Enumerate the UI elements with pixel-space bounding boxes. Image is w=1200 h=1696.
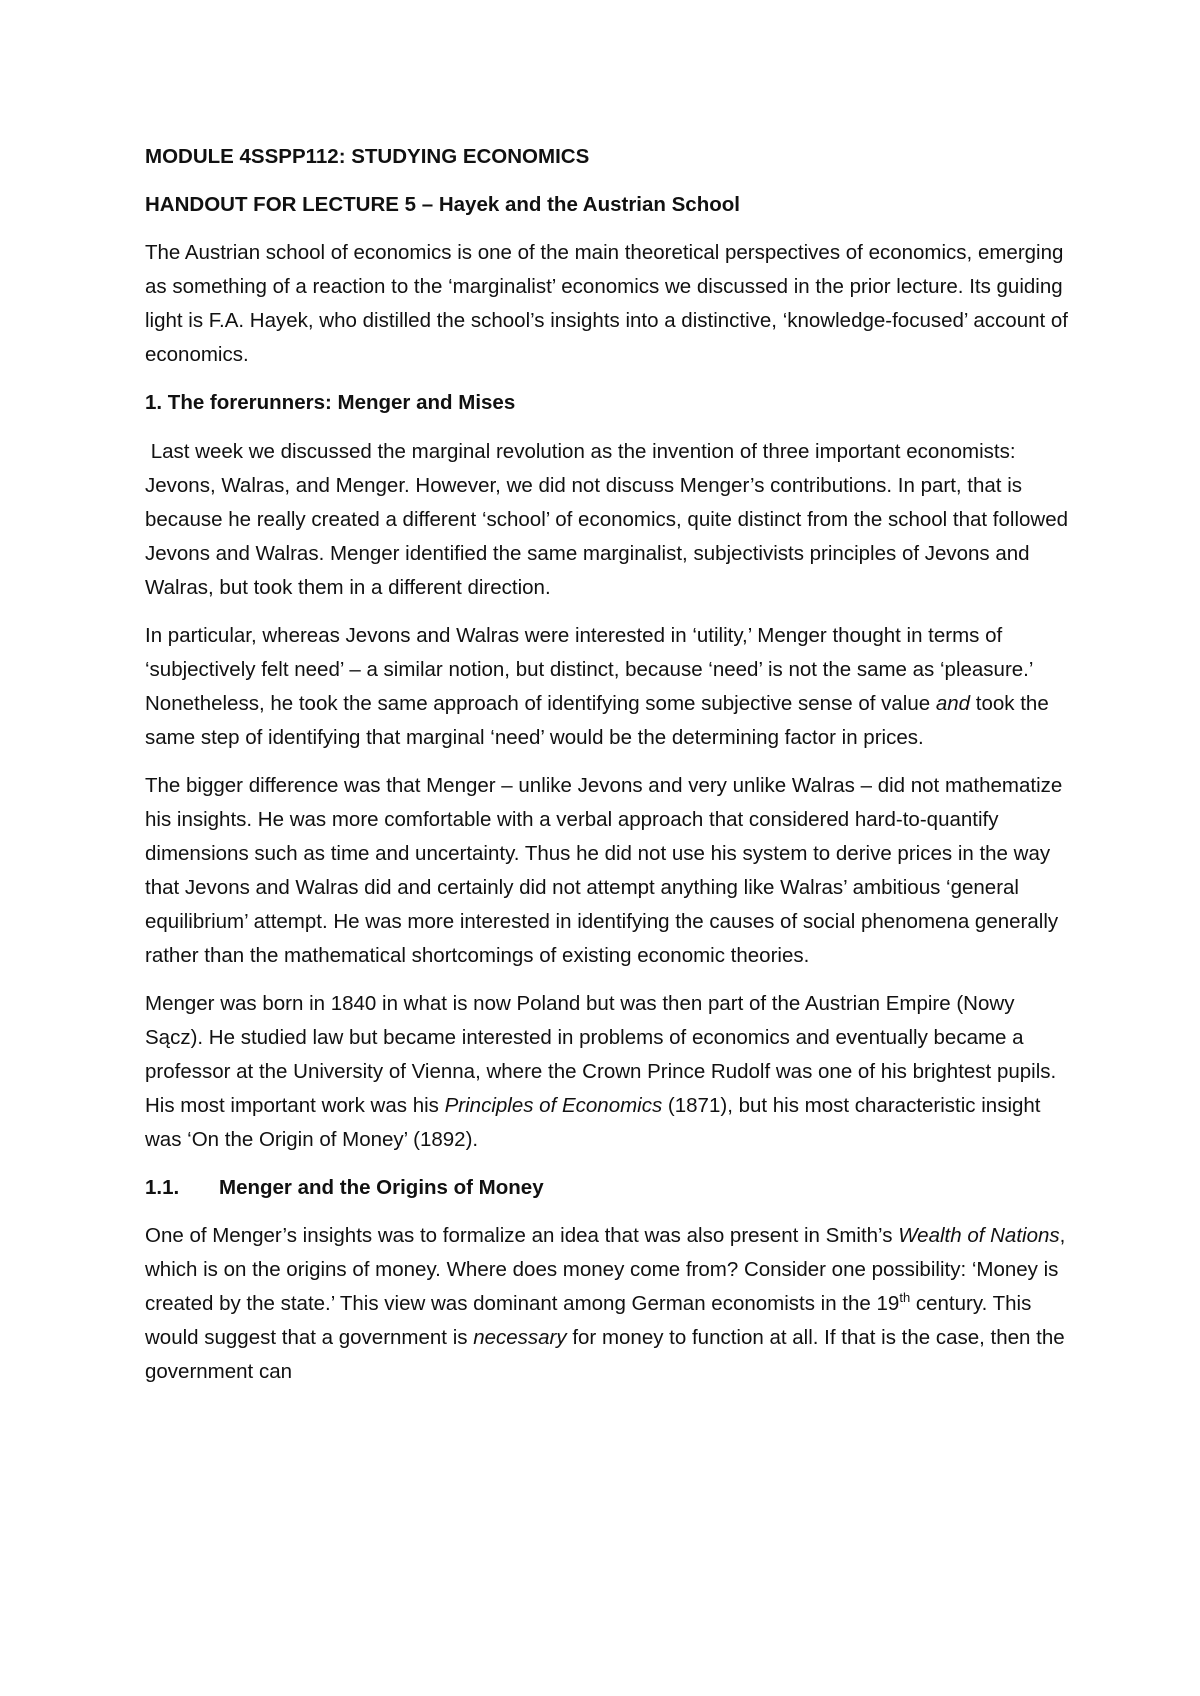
paragraph-text: Menger was born in 1840 in what is now Poland but was then part of the Austrian Empire (Nowy Sącz). He studied law but became interested in problems of economics and eventually became a professor at the University of Vienna, where the Crown Prince Rudolf was one of his brightest pupils. His most important work was his bbox=[145, 992, 1057, 1117]
handout-title: HANDOUT FOR LECTURE 5 – Hayek and the Austrian School bbox=[145, 193, 740, 216]
superscript: th bbox=[899, 1290, 911, 1306]
section-1-paragraph-4 bbox=[145, 987, 1070, 1157]
emphasis-text: necessary bbox=[473, 1326, 567, 1349]
emphasis-text: and bbox=[935, 692, 971, 715]
document-body bbox=[145, 140, 1074, 1403]
section-1-paragraph-2 bbox=[145, 619, 1070, 755]
section-1-1-heading bbox=[145, 1171, 1070, 1205]
section-1-paragraph-3: The bigger difference was that Menger – unlike Jevons and very unlike Walras – did not mathematize his insights. He was more comfortable with a verbal approach that considered hard-to-quantify dimensions such as time and uncertainty. Thus he did not use his system to derive prices in the way that Jevons and Walras did and certainly did not attempt anything like Walras’ ambitious ‘general equilibrium’ attempt. He was more interested in identifying the causes of social phenomena generally rather than the mathematical shortcomings of existing economic theories. bbox=[145, 774, 1063, 967]
section-title: Menger and the Origins of Money bbox=[219, 1176, 544, 1199]
module-title: MODULE 4SSPP112: STUDYING ECONOMICS bbox=[145, 145, 590, 168]
book-title: Principles of Economics bbox=[444, 1094, 663, 1117]
paragraph-text: (1871), but his most characteristic insight was ‘On the Origin of Money’ (1892). bbox=[145, 1094, 1041, 1151]
section-1-heading: 1. The forerunners: Menger and Mises bbox=[145, 391, 516, 414]
paragraph-text: One of Menger’s insights was to formalize an idea that was also present in Smith’s bbox=[145, 1224, 899, 1247]
intro-paragraph: The Austrian school of economics is one of the main theoretical perspectives of economics, emerging as something of a reaction to the ‘marginalist’ economics we discussed in the prior lecture. Its guiding light is F.A. Hayek, who distilled the school’s insights into a distinctive, ‘knowledge-focused’ account of economics. bbox=[145, 241, 1068, 366]
paragraph-text: century. This would suggest that a government is bbox=[145, 1292, 1032, 1349]
section-1-paragraph-1: Last week we discussed the marginal revolution as the invention of three important economists: Jevons, Walras, and Menger. However, we did not discuss Menger’s contributions. In part, that is because he really created a different ‘school’ of economics, quite distinct from the school that followed Jevons and Walras. Menger identified the same marginalist, subjectivists principles of Jevons and Walras, but took them in a different direction. bbox=[145, 440, 1074, 599]
section-1-1-paragraph-1 bbox=[145, 1219, 1070, 1389]
paragraph-text: , which is on the origins of money. Where does money come from? Consider one possibility: ‘Money is created by the state.’ This view was dominant among German economists in the 19 bbox=[145, 1224, 1066, 1315]
paragraph-text: In particular, whereas Jevons and Walras were interested in ‘utility,’ Menger thought in terms of ‘subjectively felt need’ – a similar notion, but distinct, because ‘need’ is not the same as ‘pleasure.’ Nonetheless, he took the same approach of identifying some subjective sense of value bbox=[145, 624, 1033, 715]
section-number: 1.1. bbox=[145, 1176, 180, 1199]
paragraph-text: took the same step of identifying that marginal ‘need’ would be the determining factor in prices. bbox=[145, 692, 1049, 749]
paragraph-text: for money to function at all. If that is the case, then the government can bbox=[145, 1326, 1065, 1383]
book-title: Wealth of Nations bbox=[898, 1224, 1060, 1247]
